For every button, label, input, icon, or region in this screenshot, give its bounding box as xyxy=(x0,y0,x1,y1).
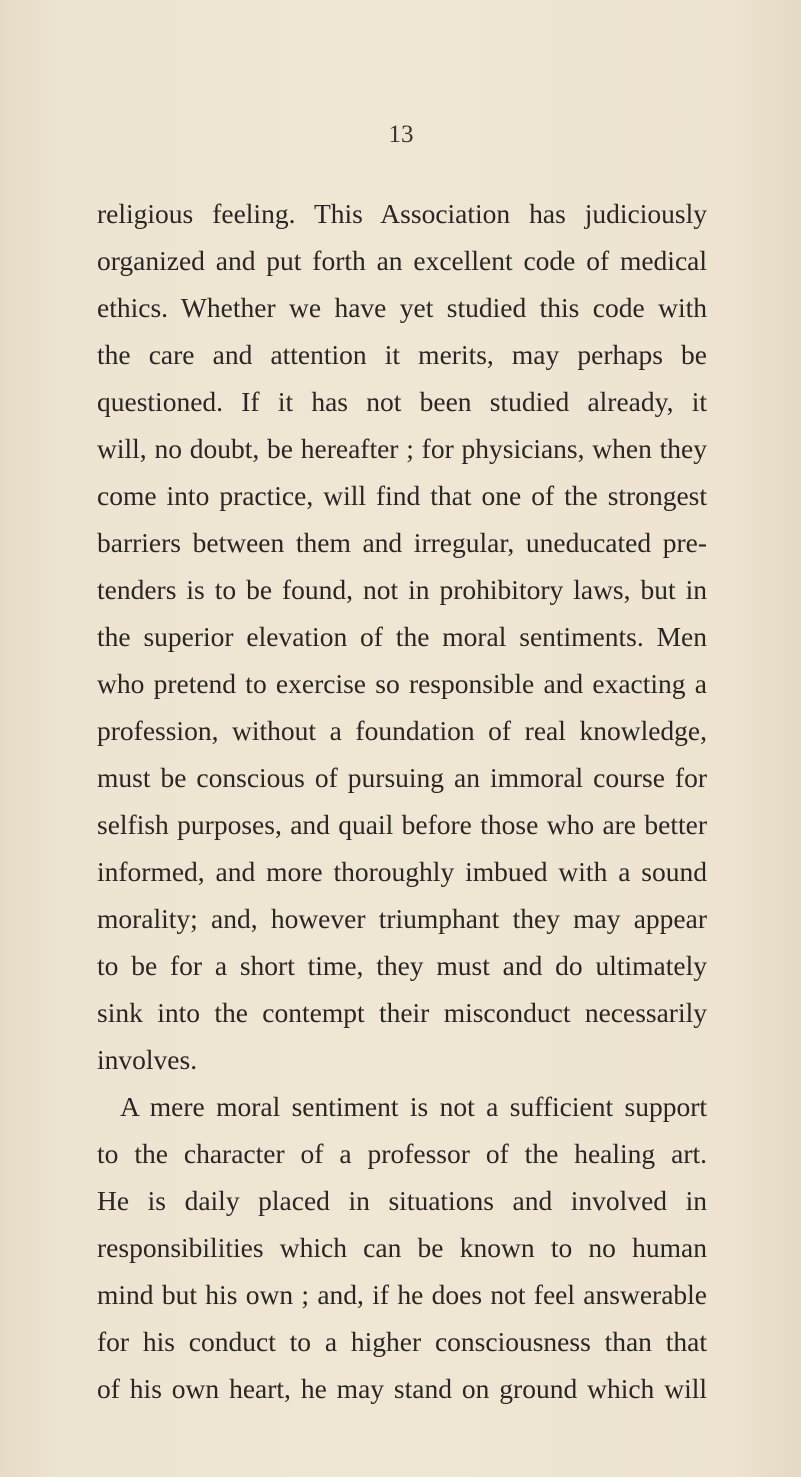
text-line: informed, and more thoroughly imbued with a sound xyxy=(97,856,707,887)
text-line: ethics. Whether we have yet studied this code with xyxy=(97,292,707,323)
text-line: mind but his own ; and, if he does not feel answerable xyxy=(97,1279,707,1310)
text-line: sink into the contempt their misconduct necessarily xyxy=(97,997,707,1028)
text-line: questioned. If it has not been studied already, it xyxy=(97,386,707,417)
text-line: barriers between them and irregular, uneducated pre- xyxy=(97,527,707,558)
text-line: will, no doubt, be hereafter ; for physicians, when they xyxy=(97,433,707,464)
text-line: religious feeling. This Association has judiciously xyxy=(97,198,707,229)
text-line: tenders is to be found, not in prohibitory laws, but in xyxy=(97,574,707,605)
text-line: the care and attention it merits, may perhaps be xyxy=(97,339,707,370)
text-line: profession, without a foundation of real knowledge, xyxy=(97,715,707,746)
text-line: for his conduct to a higher consciousness than that xyxy=(97,1326,707,1357)
text-line: selfish purposes, and quail before those who are better xyxy=(97,809,707,840)
text-line: responsibilities which can be known to no human xyxy=(97,1232,707,1263)
text-line: organized and put forth an excellent code of medical xyxy=(97,245,707,276)
text-line: who pretend to exercise so responsible and exacting a xyxy=(97,668,707,699)
page-number: 13 xyxy=(388,121,414,148)
text-line: must be conscious of pursuing an immoral course for xyxy=(97,762,707,793)
text-line: He is daily placed in situations and involved in xyxy=(97,1185,707,1216)
text-line: to the character of a professor of the healing art. xyxy=(97,1138,707,1169)
text-line: the superior elevation of the moral sentiments. Men xyxy=(97,621,707,652)
text-line: involves. xyxy=(97,1044,198,1075)
text-line: of his own heart, he may stand on ground which will xyxy=(97,1373,707,1404)
text-line: come into practice, will find that one of the strongest xyxy=(97,480,707,511)
text-line: morality; and, however triumphant they may appear xyxy=(97,903,707,934)
text-line: to be for a short time, they must and do ultimately xyxy=(97,950,707,981)
text-line: A mere moral sentiment is not a sufficient support xyxy=(120,1091,707,1122)
